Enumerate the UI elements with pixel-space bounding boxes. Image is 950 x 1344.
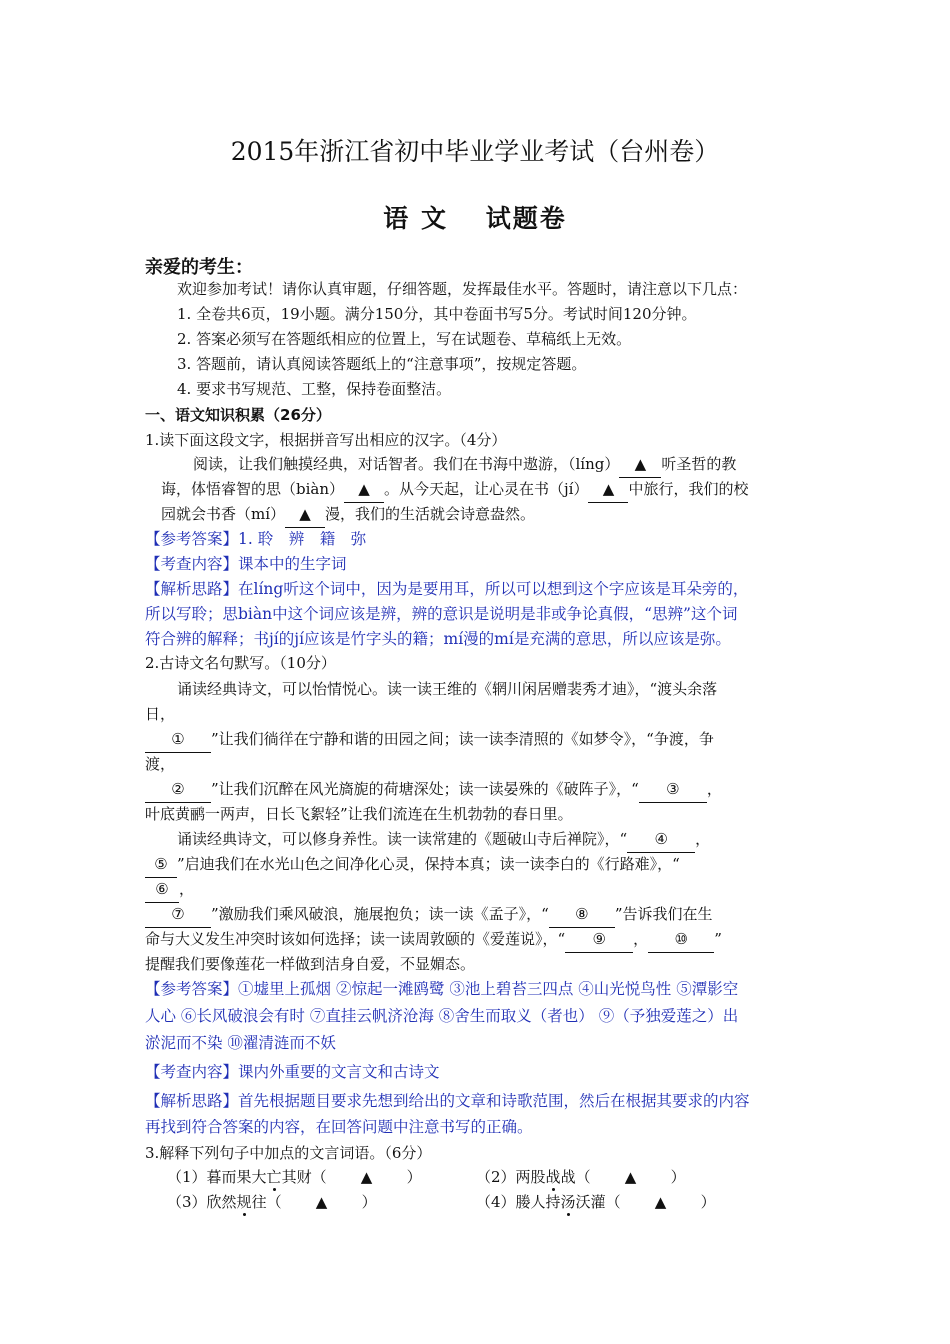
answer-blank: ⑤ (145, 852, 177, 878)
analysis-line: 【解析思路】首先根据题目要求先想到给出的文章和诗歌范围，然后在根据其要求的内容 (145, 1092, 750, 1110)
answer-mark: ▲ (624, 1168, 637, 1186)
greeting: 亲爱的考生： (145, 257, 253, 278)
question-2-text: 诵读经典诗文，可以怡情悦心。读一读王维的《辋川闲居赠裴秀才迪》，“渡头余落 (177, 680, 718, 698)
question-2-text: 渡， (145, 755, 176, 773)
question-2-text: ① ”让我们徜徉在宁静和谐的田园之间；读一读李清照的《如梦令》，“争渡，争 (145, 727, 714, 753)
instruction-item: 4. 要求书写规范、工整，保持卷面整洁。 (177, 380, 452, 398)
answer-blank: ⑨ (565, 927, 633, 953)
answer-blank: ③ (639, 777, 707, 803)
question-3-item: （3）欣然规往（ ▲ ） (167, 1190, 377, 1215)
content-line: 【考查内容】课本中的生字词 (145, 555, 347, 573)
answer-line: 淤泥而不染 ⑩濯清涟而不妖 (145, 1034, 336, 1052)
page-title: 2015年浙江省初中毕业学业考试（台州卷） (230, 137, 720, 166)
question-2-text: ⑤ ”启迪我们在水光山色之间净化心灵，保持本真；读一读李白的《行路难》，“ (145, 852, 680, 878)
answer-blank: ⑦ (145, 902, 211, 928)
question-1-stem: 1.读下面这段文字，根据拼音写出相应的汉字。（4分） (145, 431, 507, 449)
answer-blank: ⑥ (145, 877, 179, 903)
question-1-line: 园就会书香（mí） ▲ 漫，我们的生活就会诗意盎然。 (161, 502, 535, 528)
instruction-item: 2. 答案必须写在答题纸相应的位置上，写在试题卷、草稿纸上无效。 (177, 330, 632, 348)
answer-mark: ▲ (360, 1168, 373, 1186)
answer-line: 【参考答案】①墟里上孤烟 ②惊起一滩鸥鹭 ③池上碧苔三四点 ④山光悦鸟性 ⑤潭影空 (145, 980, 739, 998)
question-2-text: ⑥ ， (145, 877, 194, 903)
instruction-item: 3. 答题前，请认真阅读答题纸上的“注意事项”，按规定答题。 (177, 355, 587, 373)
answer-blank: ▲ (344, 477, 384, 503)
question-1-line: 诲，体悟睿智的思（biàn） ▲ 。从今天起，让心灵在书（jí） ▲ 中旅行，我们的校 (161, 477, 748, 503)
question-2-text: ⑦ ”激励我们乘风破浪，施展抱负；读一读《孟子》，“ ⑧ ”告诉我们在生 (145, 902, 713, 928)
question-2-stem: 2.古诗文名句默写。（10分） (145, 654, 336, 672)
answer-blank: ① (145, 727, 211, 753)
analysis-line: 符合辨的解释；书jí的jí应该是竹字头的籍；mí漫的mí是充满的意思，所以应该是弥。 (145, 630, 731, 648)
question-3-item: （1）暮而果大亡其财（ ▲ ） (167, 1165, 422, 1190)
answer-blank: ▲ (285, 502, 325, 528)
question-3-stem: 3.解释下列句子中加点的文言词语。（6分） (145, 1144, 432, 1162)
analysis-line: 再找到符合答案的内容，在回答问题中注意书写的正确。 (145, 1118, 533, 1136)
answer-line: 人心 ⑥长风破浪会有时 ⑦直挂云帆济沧海 ⑧舍生而取义（者也） ⑨（予独爱莲之）出 (145, 1007, 739, 1025)
question-3-item: （2）两股战战（ ▲ ） (476, 1165, 686, 1190)
answer-mark: ▲ (315, 1193, 328, 1211)
answer-blank: ▲ (619, 452, 661, 478)
answer-blank: ④ (627, 827, 695, 853)
question-2-text: 诵读经典诗文，可以修身养性。读一读常建的《题破山寺后禅院》，“ ④ ， (177, 827, 710, 853)
question-2-text: 提醒我们要像莲花一样做到洁身自爱，不显媚态。 (145, 955, 476, 973)
question-1-line: 阅读，让我们触摸经典，对话智者。我们在书海中遨游，（líng） ▲ 听圣哲的教 (193, 452, 736, 478)
section-heading: 一、语文知识积累（26分） (145, 406, 331, 424)
analysis-line: 所以写聆；思biàn中这个词应该是辨，辨的意识是说明是非或争论真假，“思辨”这个词 (145, 605, 738, 623)
question-2-text: 叶底黄鹂一两声，日长飞絮轻”让我们流连在生机勃勃的春日里。 (145, 805, 573, 823)
question-2-text: 命与大义发生冲突时该如何选择；读一读周敦颐的《爱莲说》，“ ⑨ ， ⑩ ” (145, 927, 722, 953)
answer-mark: ▲ (654, 1193, 667, 1211)
question-2-text: 日， (145, 705, 176, 723)
answer-blank: ② (145, 777, 211, 803)
answer-blank: ⑩ (648, 927, 714, 953)
answer-blank: ▲ (588, 477, 628, 503)
instruction-item: 1. 全卷共6页，19小题。满分150分，其中卷面书写5分。考试时间120分钟。 (177, 305, 697, 323)
question-2-text: ② ”让我们沉醉在风光旖旎的荷塘深处；读一读晏殊的《破阵子》，“ ③ ， (145, 777, 722, 803)
instructions-intro: 欢迎参加考试！请你认真审题，仔细答题，发挥最佳水平。答题时，请注意以下几点： (177, 280, 748, 298)
content-line: 【考查内容】课内外重要的文言文和古诗文 (145, 1063, 440, 1081)
question-3-item: （4）媵人持汤沃灌（ ▲ ） (476, 1190, 716, 1215)
answer-blank: ⑧ (549, 902, 615, 928)
page-subtitle: 语 文 试题卷 (383, 204, 567, 233)
answer-line: 【参考答案】1. 聆 辨 籍 弥 (145, 530, 367, 548)
analysis-line: 【解析思路】在líng听这个词中，因为是要用耳，所以可以想到这个字应该是耳朵旁的， (145, 580, 749, 598)
